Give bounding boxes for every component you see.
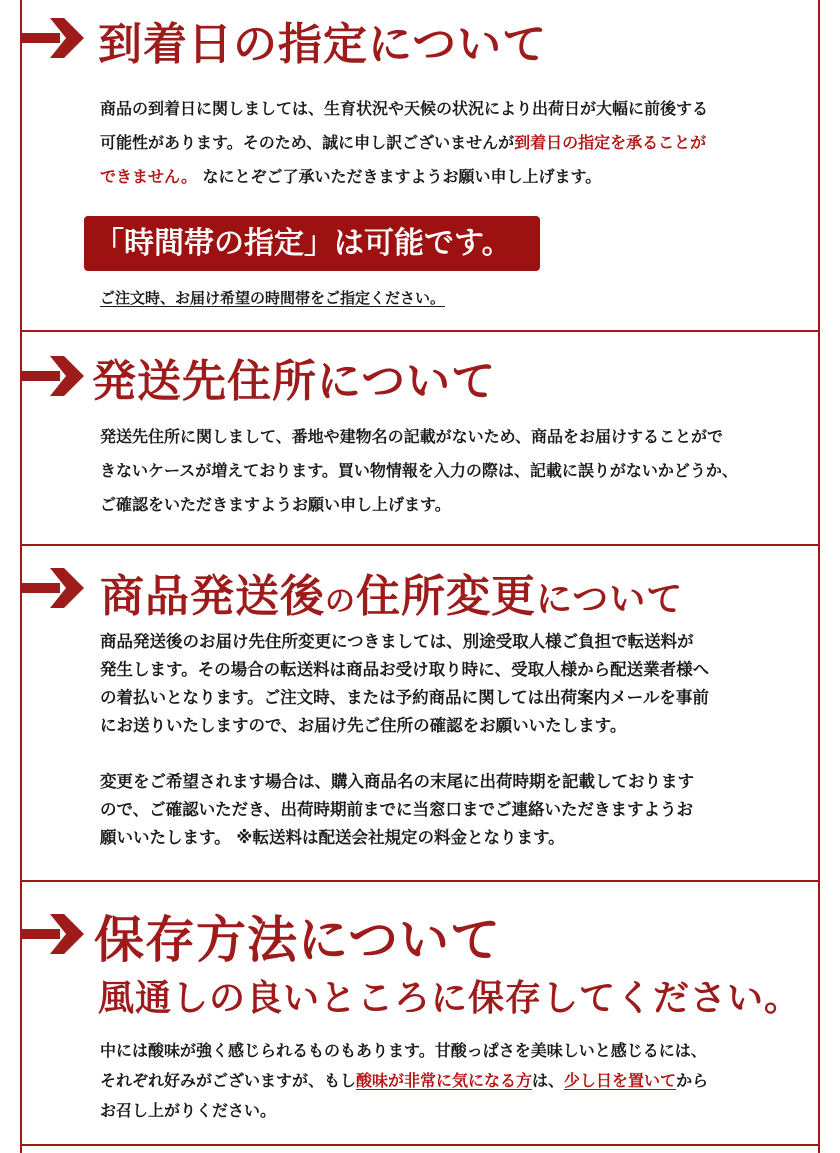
section-divider <box>20 1144 820 1146</box>
address-line-2: きないケースが増えております。買い物情報を入力の際は、記載に誤りがないかどうか、 <box>100 461 738 480</box>
change-p1-line-1: 商品発送後のお届け先住所変更につきましては、別途受取人様ご負担で転送料が <box>100 632 694 651</box>
section-divider <box>20 880 820 882</box>
section-title-address: 発送先住所について <box>92 356 497 407</box>
change-title-no: の <box>325 584 356 619</box>
arrow-right-icon <box>22 564 84 612</box>
storage-body <box>100 1036 708 1126</box>
section-divider <box>20 330 820 332</box>
change-para-2 <box>100 768 694 852</box>
change-p1-line-2: 発生します。その場合の転送料は商品お受け取り時に、受取人様から配送業者様へ <box>100 660 710 679</box>
arrival-body <box>100 92 708 194</box>
storage-subtitle: 風通しの良いところに保存してください。 <box>98 978 802 1019</box>
arrow-right-icon <box>22 352 84 400</box>
change-title-suffix: について <box>536 579 684 620</box>
section-divider <box>20 544 820 546</box>
address-line-1: 発送先住所に関しまして、番地や建物名の記載がないため、商品をお届けすることがで <box>100 427 724 446</box>
arrow-right-icon <box>22 14 84 62</box>
address-body <box>100 420 738 522</box>
arrival-line-3 <box>100 160 708 194</box>
storage-line-3: お召し上がりください。 <box>100 1101 277 1120</box>
change-p1-line-4: にお送りいたしますので、お届け先ご住所の確認をお願いいたします。 <box>100 716 627 735</box>
arrival-line-2-text: 可能性があります。そのため、誠に申し訳ございませんが <box>100 133 515 152</box>
storage-red-1: 酸味が非常に気になる方 <box>356 1071 533 1090</box>
change-p2-line-2: ので、ご確認いただき、出荷時期前までに当窓口までご連絡いただきますようお <box>100 800 694 819</box>
change-p2-line-1: 変更をご希望されます場合は、購入商品名の末尾に出荷時期を記載しております <box>100 772 694 791</box>
arrival-line-2 <box>100 126 708 160</box>
storage-red-2: 少し日を置いて <box>564 1071 677 1090</box>
change-p1-line-3: の着払いとなります。ご注文時、または予約商品に関しては出荷案内メールを事前 <box>100 688 709 707</box>
change-para-1 <box>100 628 709 740</box>
section-title-arrival: 到着日の指定について <box>98 19 548 70</box>
arrival-red-2: できません。 <box>100 167 197 186</box>
time-slot-note: ご注文時、お届け希望の時間帯をご指定ください。 <box>100 289 446 307</box>
storage-line-2-b: は、 <box>532 1071 565 1090</box>
storage-line-2 <box>100 1066 708 1096</box>
change-title-part2: 住所変更 <box>356 571 536 622</box>
arrow-right-icon <box>22 910 84 958</box>
change-title-part1: 商品発送後 <box>100 571 325 622</box>
time-slot-banner: 「時間帯の指定」は可能です。 <box>84 216 540 271</box>
section-title-change <box>100 560 683 624</box>
storage-line-2-a: それぞれ好みがございますが、もし <box>100 1071 357 1090</box>
arrival-line-3-text: なにとぞご了承いただきますようお願い申し上げます。 <box>202 167 602 186</box>
change-p2-line-3: 願いいたします。 ※転送料は配送会社規定の料金となります。 <box>100 828 565 847</box>
arrival-red-1: 到着日の指定を承ることが <box>514 133 707 152</box>
arrival-line-1: 商品の到着日に関しましては、生育状況や天候の状況により出荷日が大幅に前後する <box>100 99 709 118</box>
address-line-3: ご確認をいただきますようお願い申し上げます。 <box>100 495 451 514</box>
section-title-storage: 保存方法について <box>94 911 501 969</box>
storage-line-2-c: から <box>676 1071 709 1090</box>
storage-line-1: 中には酸味が強く感じられるものもあります。甘酸っぱさを美味しいと感じるには、 <box>100 1041 707 1060</box>
